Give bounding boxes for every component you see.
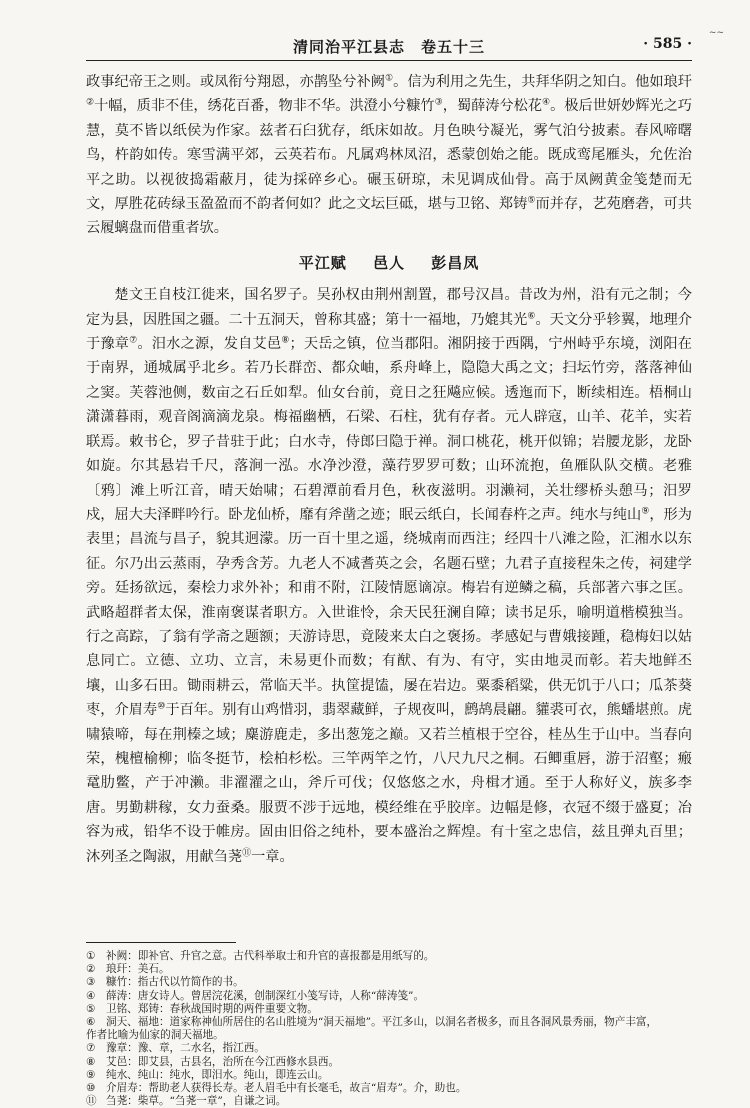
footnote <box>86 976 692 989</box>
author-name: 彭昌凤 <box>431 253 480 272</box>
section-title-text: 平江赋 <box>298 253 347 272</box>
footnote-ref: ① <box>384 73 394 84</box>
footnote-rule <box>86 942 236 943</box>
footnote-number: ④ <box>86 989 96 1002</box>
footnote-text: 薛涛：唐女诗人。曾居浣花溪，创制深红小笺写诗，人称“薛涛笺”。 <box>106 989 425 1002</box>
corner-mark: ~~ <box>708 28 724 38</box>
footnote-ref: ⑦ <box>129 335 138 346</box>
footnote-number: ⑧ <box>86 1055 96 1068</box>
footnote-text: 介眉寿：帮助老人获得长寿。老人眉毛中有长毫毛，故言“眉寿”。介，助也。 <box>106 1082 467 1095</box>
footnote <box>86 950 692 963</box>
text-run: 楚文王自枝江徙来，国名罗子。吴孙权由荆州割置，郡号汉昌。昔改为州，沿有元之制；今定为县，因胜国之疆。二十五洞天，曾称其盛；第十一福地，乃媲其光 <box>86 287 692 328</box>
footnote-ref: ⑨ <box>641 506 650 517</box>
footnote-text: 刍荛：柴草。“刍荛一章”，自谦之词。 <box>106 1095 287 1108</box>
page-number: · 585 · <box>643 36 692 52</box>
footnote <box>86 1095 692 1108</box>
footnote-number: ⑦ <box>86 1042 96 1055</box>
author-origin: 邑人 <box>372 253 405 272</box>
footnote <box>86 963 692 976</box>
text-run: 。天文分乎轸翼，地理介于豫章 <box>86 311 692 353</box>
text-run: 。汨水之源，发自艾邑 <box>137 336 282 353</box>
footnote-text: 卫铭、郑铸：春秋战国时期的两件重要文物。 <box>106 1002 318 1015</box>
footnote-text: 洞天、福地：道家称神仙所居住的名山胜境为“洞天福地”。平江多山，以洞名者极多，而且各洞风景秀丽，物产丰富， <box>106 1016 658 1029</box>
footnote-number: ⑥ <box>86 1016 96 1029</box>
footnote-number: ② <box>86 963 96 976</box>
text-run: 。信为利用之先生，共拜华阴之知白。他如琅玕 <box>393 74 692 90</box>
text-run: 政事纪帝王之则。或凤衔兮翔恩，亦鹊坠兮补阙 <box>86 74 385 90</box>
footnote-number: ⑤ <box>86 1002 96 1015</box>
footnote-ref: ⑩ <box>157 701 166 712</box>
footnote-ref: ⑥ <box>527 310 536 321</box>
footnote-number: ⑩ <box>86 1082 96 1095</box>
text-run: 一章。 <box>251 848 294 865</box>
text-run: 。极后世妍妙辉光之巧慧，莫不皆以纸侯为作家。兹者石臼犹存，纸床如故。月色映兮凝光，雾气泊兮披素。春风啼曙鸟，杵韵如传。寒雪满平郊，云英若布。凡属鸡林凤沼，悉蒙创始之能。既成鸾尾雁头，允佐治平之助。以视彼捣霜蔽月，徒为採碎乡心。碾玉研琼，未见调成仙骨。高于凤阙黄金笺楚而无文，厚胜花砖绿玉盈盈而不韵者何如？此之文坛巨砥，堪与卫铭、郑铸 <box>86 98 692 213</box>
footnote-continuation: 作者比喻为仙家的洞天福地。 <box>86 1029 224 1042</box>
footnote-text: 纯水、纯山：纯水，即汨水。纯山，即连云山。 <box>106 1068 329 1081</box>
footnote-ref: ③ <box>434 97 443 108</box>
footnote-number: ⑪ <box>86 1095 97 1108</box>
footnote-ref: ⑧ <box>281 335 290 346</box>
footnote <box>86 1082 692 1095</box>
footnote-text: 糠竹：指古代以竹简作的书。 <box>106 976 244 989</box>
header-rule <box>86 60 692 61</box>
text-run: 于百年。别有山鸡惜羽，翡翠藏鲜，子规夜叫，鹧鸪晨翩。貛裘可衣，熊蟠堪煎。虎啸猿啼，每在荆榛之域；麋游鹿走，多出葱笼之巅。又若兰植根于空谷，桂丛生于山中。当春向荣，槐檀榆柳；临冬挺节，桧柏杉松。三竿两竿之竹，八尺九尺之桐。石鲫重唇，游于沼壑；瘢鼋肋鳖，产于冲濑。非濯濯之山，斧斤可伐；仅悠悠之水，舟楫才通。至于人称好义，族多李唐。男勤耕稼，女力蚕桑。服贾不涉于远地，模经维在乎胶庠。边幅是修，衣冠不缀于盛夏；冶容为戒，铅华不设于帷房。固由旧俗之纯朴，要本盛治之辉煌。有十室之忠信，兹且弹丸百里；沐列圣之陶淑，用献刍荛 <box>86 702 692 865</box>
text-run: ，蜀薛涛兮松花 <box>442 98 543 115</box>
footnotes <box>86 950 692 1108</box>
footnote <box>86 990 692 1003</box>
body-text <box>86 70 692 869</box>
section-title <box>86 251 692 275</box>
fu-paragraph <box>86 283 692 869</box>
text-run: 而并存，艺苑磨砻，可共云履螭盘而借重者欤。 <box>86 196 692 237</box>
footnote-text: 补阙：即补官、升官之意。古代科举取士和升官的喜报都是用纸写的。 <box>106 950 435 962</box>
footnote <box>86 1056 692 1069</box>
footnote <box>86 1003 692 1016</box>
running-head <box>86 36 692 58</box>
text-run: 十幅，质非不佳，绣花百番，物非不华。洪澄小兮糠竹 <box>94 98 435 115</box>
footnote <box>86 1042 692 1055</box>
footnote-ref: ⑪ <box>242 847 252 858</box>
footnote-ref: ② <box>86 97 95 108</box>
footnote <box>86 1069 692 1082</box>
footnote <box>86 1016 692 1029</box>
running-head-title: 清同治平江县志 卷五十三 <box>292 38 485 56</box>
text-run: ；天岳之镇，位当郡阳。湘阴接于西隅，宁州峙乎东境，浏阳在于南界，通城属乎北乡。若乃长群峦、都众岫，系舟峰上，隐隐大禹之文；扫坛竹旁，落落神仙之窦。芙蓉池侧，数亩之石丘如犁。仙女台前，竟日之狂飚应候。透迤而下，断续相连。梧桐山潇潇暮雨，观音阁滴滴龙泉。梅福幽栖，石梁、石柱，犹有存者。元人辟寇，山羊、花羊，实若联焉。敕书仑，罗子昔驻于此；白水寺，侍郎曰隐于禅。洞口桃花，桃开似锦；岩腰龙影，龙卧如旋。尔其悬岩千尺，落涧一泓。水净沙澄，藻荇罗罗可数；山环流抱，鱼雁队队交横。老雅〔鸦〕滩上听江音，晴天始啸；石碧潭前看月色，秋夜滋明。羽濑祠，关壮缪桥头憩马；汨罗戍，屈大夫泽畔吟行。卧龙仙桥，靡有斧凿之迹；眠云纸白，长闻春杵之声。纯水与纯山 <box>86 336 692 523</box>
footnote-text: 琅玕：美石。 <box>106 963 170 976</box>
footnote-number: ⑨ <box>86 1068 96 1081</box>
footnote-number: ③ <box>86 976 96 989</box>
footnote-number: ① <box>86 950 96 962</box>
footnote-ref: ④ <box>542 97 551 108</box>
intro-paragraph <box>86 70 692 241</box>
footnote-ref: ⑤ <box>527 195 536 206</box>
footnote-text: 艾邑：即艾县，古县名，治所在今江西修水县西。 <box>106 1055 340 1068</box>
footnote-text: 豫章：豫、章，二水名，指江西。 <box>106 1042 265 1055</box>
text-run: ，形为表里；昌流与昌子，貌其迥濛。历一百十里之遥，绕城南而西注；经四十八滩之险，汇湘水以东征。尔乃出云蒸雨，孕秀含芳。九老人不减耆英之会，名题石壁；九君子直接程朱之传，祠建学旁。廷扬欲远，秦桧力求外补；和甫不附，江陵情愿谪凉。梅岩有逆鳞之稿，兵部著六事之匡。武略超群者太保，淮南褒谋者职方。入世谁怜，余天民狂澜自障；读书足乐，喻明道楷模独当。行之高踪，了翁有学斋之题额；天游诗思，竟陵来太白之褒扬。孝感妃与曹娥接踵，稳梅妇以姑息同亡。立德、立功、立言，未易更仆而数；有猷、有为、有守，实由地灵而彰。若夫地鲜丕壤，山多石田。锄雨耕云，常临天半。执筐提馌，屡在岩边。粟黍稻粱，供无饥于八口；瓜茶葵枣，介眉寿 <box>86 506 692 719</box>
